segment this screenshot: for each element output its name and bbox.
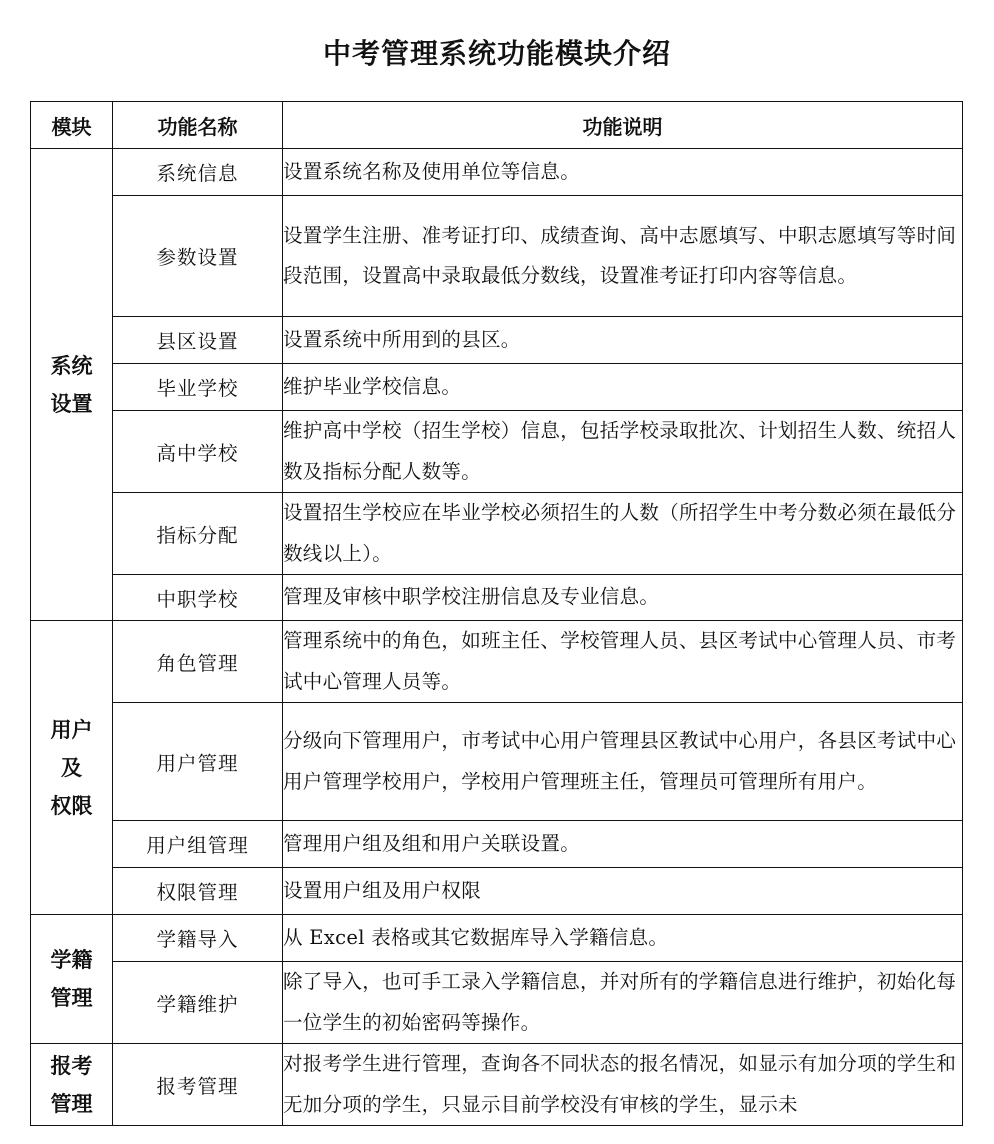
- module-label-line: 学籍: [50, 948, 93, 972]
- module-label-line: 用户: [50, 717, 93, 742]
- page-title: 中考管理系统功能模块介绍: [322, 37, 671, 70]
- function-description-cell: 设置系统名称及使用单位等信息。: [283, 149, 963, 196]
- table-row: [31, 868, 963, 915]
- table-row: [31, 364, 963, 411]
- function-description-cell: 设置学生注册、准考证打印、成绩查询、高中志愿填写、中职志愿填写等时间段范围，设置高中录取最低分数线，设置准考证打印内容等信息。: [283, 196, 963, 317]
- function-description-cell: 管理及审核中职学校注册信息及专业信息。: [283, 575, 963, 621]
- table-row: [31, 493, 963, 575]
- module-cell-system-settings: [31, 149, 113, 621]
- function-description-cell: 设置系统中所用到的县区。: [283, 317, 963, 364]
- module-label-line: 管理: [50, 986, 93, 1010]
- table-row: [31, 703, 963, 821]
- function-description-cell: 维护毕业学校信息。: [283, 364, 963, 411]
- function-name-cell: 用户管理: [113, 703, 283, 821]
- function-description-cell: 设置招生学校应在毕业学校必须招生的人数（所招学生中考分数必须在最低分数线以上）。: [283, 493, 963, 575]
- module-cell-exam-registration: [31, 1044, 113, 1126]
- function-name-cell: 学籍导入: [113, 915, 283, 962]
- function-name-cell: 指标分配: [113, 493, 283, 575]
- function-name-cell: 报考管理: [113, 1044, 283, 1126]
- function-name-cell: 中职学校: [113, 575, 283, 621]
- table-row: [31, 1044, 963, 1126]
- function-description-cell: 除了导入，也可手工录入学籍信息，并对所有的学籍信息进行维护，初始化每一位学生的初始密码等操作。: [283, 962, 963, 1044]
- function-name-cell: 参数设置: [113, 196, 283, 317]
- function-name-cell: 毕业学校: [113, 364, 283, 411]
- function-name-cell: 学籍维护: [113, 962, 283, 1044]
- module-cell-student-records: [31, 915, 113, 1044]
- table-row: [31, 621, 963, 703]
- function-description-cell: 对报考学生进行管理，查询各不同状态的报名情况，如显示有加分项的学生和无加分项的学生，只显示目前学校没有审核的学生，显示未: [283, 1044, 963, 1126]
- module-label-line: 报考: [50, 1053, 93, 1078]
- function-description-cell: 管理用户组及组和用户关联设置。: [283, 821, 963, 868]
- function-description-cell: 维护高中学校（招生学校）信息，包括学校录取批次、计划招生人数、统招人数及指标分配人数等。: [283, 411, 963, 493]
- function-description-cell: 设置用户组及用户权限: [283, 868, 963, 915]
- table-row: [31, 149, 963, 196]
- table-row: [31, 196, 963, 317]
- module-table: [30, 101, 963, 1126]
- module-label-line: 权限: [50, 793, 93, 818]
- module-label-line: 及: [61, 755, 82, 780]
- function-name-cell: 县区设置: [113, 317, 283, 364]
- function-description-cell: 分级向下管理用户，市考试中心用户管理县区教试中心用户，各县区考试中心用户管理学校用户，学校用户管理班主任，管理员可管理所有用户。: [283, 703, 963, 821]
- function-name-cell: 用户组管理: [113, 821, 283, 868]
- module-label-line: 管理: [50, 1091, 93, 1116]
- module-label-line: 设置: [50, 391, 93, 416]
- function-description-cell: 管理系统中的角色，如班主任、学校管理人员、县区考试中心管理人员、市考试中心管理人员等。: [283, 621, 963, 703]
- table-row: [31, 962, 963, 1044]
- function-name-cell: 权限管理: [113, 868, 283, 915]
- function-name-cell: 高中学校: [113, 411, 283, 493]
- table-row: [31, 575, 963, 621]
- table-row: [31, 821, 963, 868]
- function-name-cell: 角色管理: [113, 621, 283, 703]
- table-header-row: [31, 102, 963, 149]
- module-cell-users-permissions: [31, 621, 113, 915]
- function-description-cell: 从 Excel 表格或其它数据库导入学籍信息。: [283, 915, 963, 962]
- header-description: 功能说明: [283, 102, 963, 149]
- module-label-line: 系统: [50, 353, 93, 378]
- table-row: [31, 411, 963, 493]
- header-module: 模块: [31, 102, 113, 149]
- function-name-cell: 系统信息: [113, 149, 283, 196]
- table-row: [31, 317, 963, 364]
- table-row: [31, 915, 963, 962]
- header-function-name: 功能名称: [113, 102, 283, 149]
